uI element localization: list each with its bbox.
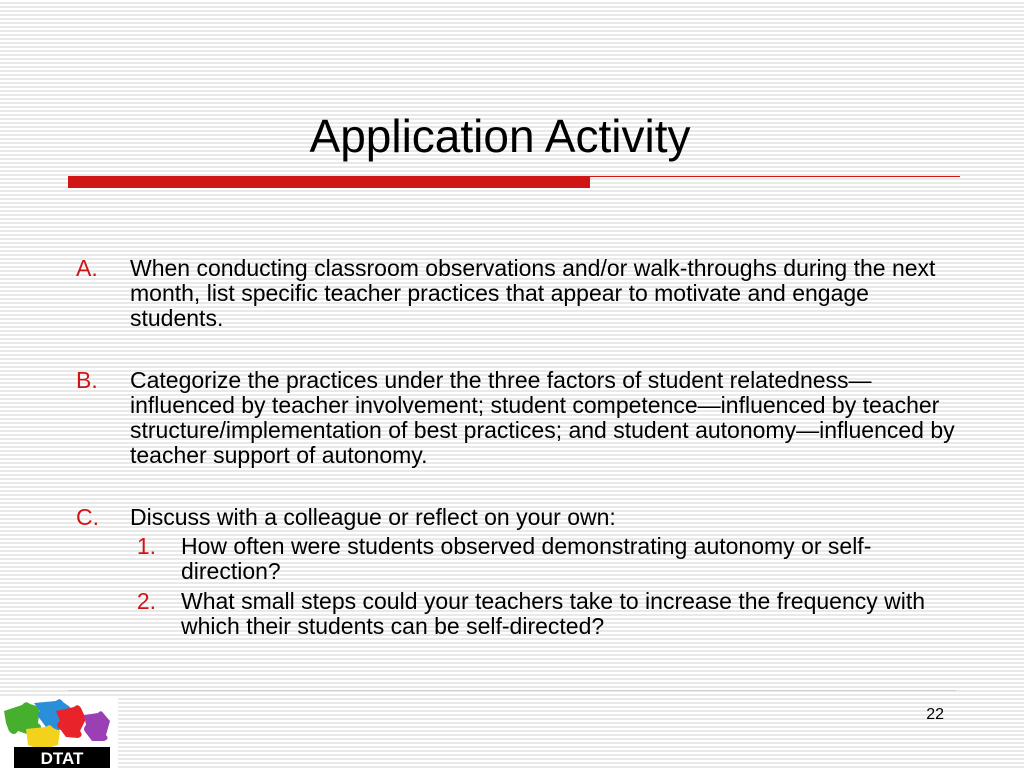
sub-list-item-1 (130, 534, 956, 584)
title-underline-line (590, 176, 960, 177)
sub-list-item-text: How often were students observed demonstrating autonomy or self-direction? (181, 533, 872, 584)
logo-text: DTAT (40, 749, 84, 768)
slide-title: Application Activity (309, 110, 691, 162)
dtat-logo (0, 697, 118, 768)
list-item-text: When conducting classroom observations and/or walk-throughs during the next month, list specific teacher practices that appear to motivate and engage students. (130, 255, 936, 331)
footer-divider (68, 690, 956, 691)
list-item-text: Discuss with a colleague or reflect on your own: (130, 504, 616, 530)
list-item-letter: A. (76, 255, 98, 281)
list-item-b (76, 368, 956, 468)
list-item-letter: B. (76, 367, 98, 393)
title-underline-bar (68, 176, 590, 188)
page-number: 22 (926, 706, 944, 723)
sub-list-item-text: What small steps could your teachers take to increase the frequency with which their students can be self-directed? (181, 588, 926, 639)
activity-list (76, 256, 956, 644)
sub-list-item-number: 2. (136, 588, 156, 614)
list-item-a (76, 256, 956, 331)
sub-list (130, 534, 956, 639)
sub-list-item-2 (130, 589, 956, 639)
list-item-letter: C. (76, 504, 99, 530)
list-item-c (76, 505, 956, 639)
sub-list-item-number: 1. (136, 533, 156, 559)
list-item-text: Categorize the practices under the three factors of student relatedness—influenced by teacher involvement; student competence—influenced by teacher structure/implementation of best practices; and student autonomy—influenced by teacher support of autonomy. (130, 367, 955, 468)
